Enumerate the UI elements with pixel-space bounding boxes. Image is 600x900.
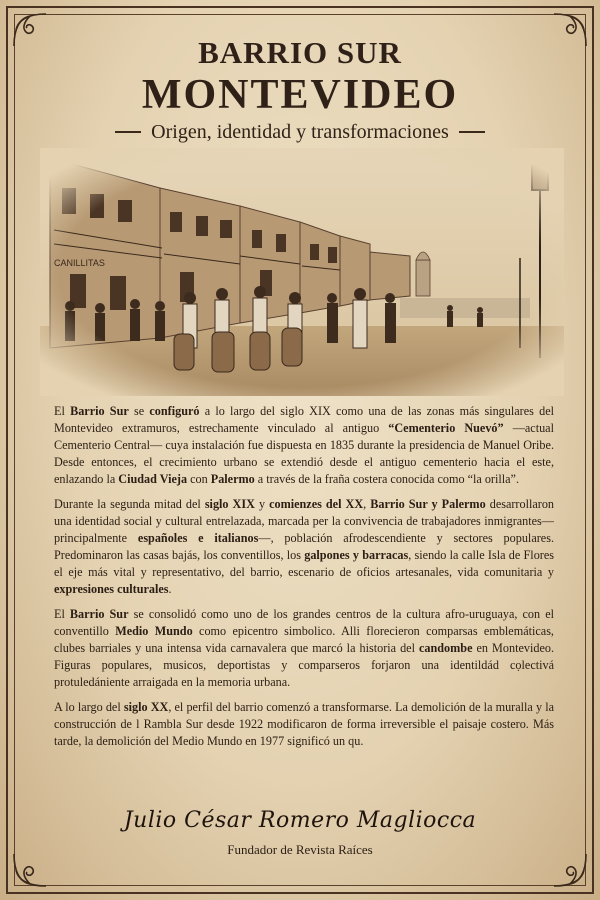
emphasis-text: expresiones culturales (54, 582, 169, 596)
signature-role: Fundador de Revista Raíces (227, 842, 373, 857)
paragraph-text: y (254, 497, 270, 511)
emphasis-text: configuró (149, 404, 200, 418)
paragraph-text: con (187, 472, 211, 486)
subtitle-dash-right (459, 131, 485, 133)
emphasis-text: comienzes del XX (269, 497, 364, 511)
emphasis-text: Barrio Sur (70, 404, 129, 418)
paragraph-3 (54, 606, 554, 691)
paragraph-2 (54, 496, 554, 598)
paragraph-text: Durante la segunda mitad del (54, 497, 205, 511)
subtitle-dash-left (115, 131, 141, 133)
emphasis-text: españoles e italianos (137, 531, 259, 545)
paragraph-text: desarrollaron una identidad social y cultural entrelazada, marcada per la convivencia de trabajadores inmigrantes—principalmente (54, 497, 555, 545)
paragraph-text: en Montevideo. Figuras populares, musicos, deportistas y comparseros forjaron una identildád cọlectivá protuledániente arraigada en la memoria urbana. (54, 641, 554, 689)
paragraph-text: —actual Cementerio Central— cuya instalación fue dispuesta en 1835 durante la presidencia de Manuel Oribe. Desde entonces, el crecimiento urbano se extendió desde el antiguo cementerio hacia el este, enlazando la (54, 421, 554, 486)
paragraph-text: como epicentro simbolico. Alli florecieron comparsas emblemáticas, clubes barriales y una intensa vida carnavalera que marcó la historia del (54, 624, 554, 655)
paragraph-text: se (128, 404, 150, 418)
paragraph-text: a través de la fraña costera conocida como “la orilla”. (254, 472, 520, 486)
paragraph-text: se consolidó como uno de los grandes centros de la cultura afro-uruguaya, con el conventillo (54, 607, 554, 638)
paragraph-text: El (54, 607, 70, 621)
paragraph-text: El (54, 404, 71, 418)
paragraph-text: . (168, 582, 172, 596)
signature: Julio César Romero Magliocca (123, 808, 477, 833)
paragraph-text: , el perfil del barrio comenzó a transformarse. La demolición de la muralla y la construcción de l Rambla Sur desde 1922 modificaron de forma irreversible el paisaje costero. Más tarde, la demolición del Medio Mundo en 1977 significó un qu. (54, 700, 554, 748)
paragraph-1 (54, 403, 554, 488)
title-line-2: MONTEVIDEO (141, 72, 459, 118)
paragraph-text: —, población afrodescendiente y sectores populares. Predominaron las casas bajás, los conventillos, los (54, 531, 554, 562)
emphasis-text: Palermo (210, 472, 255, 486)
emphasis-text: galpones y barracas (304, 548, 409, 562)
street-scene-illustration (40, 148, 564, 396)
body-text (54, 403, 554, 758)
paragraph-text: A lo largo del (54, 700, 124, 714)
paragraph-text: , (363, 497, 371, 511)
paragraph-text: , siendo la calle Isla de Flores el eje más vital y representativo, del barrio, escenario de oficios artesanales, vida comunitaria y (54, 548, 554, 579)
emphasis-text: “Cementerio Nuevó” (388, 421, 504, 435)
emphasis-text: Barrio Sur (69, 607, 129, 621)
emphasis-text: candombe (419, 641, 473, 655)
paragraph-4 (54, 699, 554, 750)
emphasis-text: Medio Mundo (115, 624, 193, 638)
emphasis-text: Ciudad Vieja (118, 472, 188, 486)
emphasis-text: siglo XX (123, 700, 169, 714)
paragraph-text: a lo largo del siglo XIX como una de las zonas más singulares del Montevideo extramuros, estrechamente vinculado al antiguo (54, 404, 554, 435)
subtitle-row (60, 120, 540, 144)
title-line-1: BARRIO SUR (198, 35, 402, 70)
emphasis-text: Barrio Sur y Palermo (370, 497, 486, 511)
emphasis-text: siglo XIX (204, 497, 255, 511)
subtitle: Origen, identidad y transformaciones (151, 120, 449, 143)
